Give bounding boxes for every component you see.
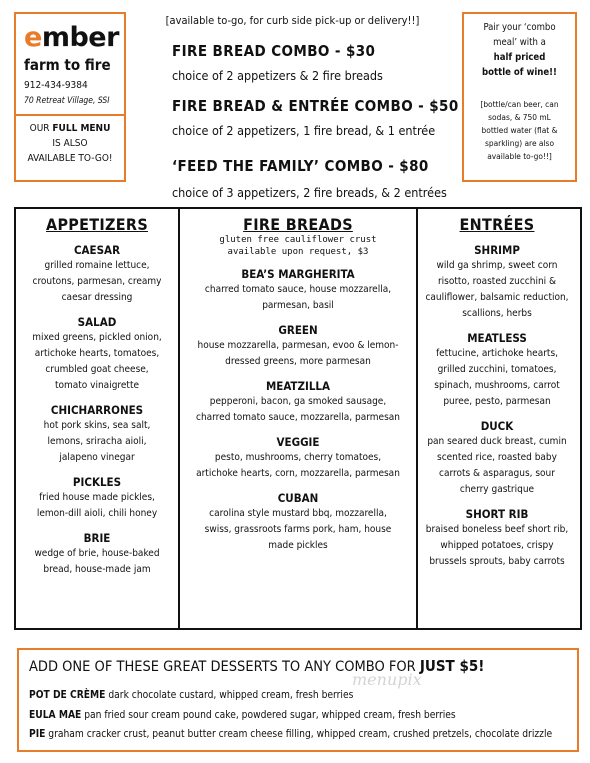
menu-item-desc: whipped potatoes, crispy	[440, 540, 554, 551]
menu-item-desc: puree, pesto, parmesan	[443, 396, 551, 407]
menu-item-desc: jalapeno vinegar	[59, 452, 135, 463]
watermark: menupix	[352, 670, 422, 689]
menu-item-desc: artichoke hearts, tomatoes,	[34, 348, 160, 359]
menu-item-name: BRIE	[83, 531, 111, 545]
menu-item-name: SHRIMP	[474, 243, 520, 257]
menu-item-desc: brussels sprouts, baby carrots	[429, 556, 565, 567]
menu-item	[414, 419, 580, 498]
menu-item-desc: wedge of brie, house-baked	[34, 548, 160, 559]
dessert-item: POT DE CRÈME dark chocolate custard, whipped cream, fresh berries	[29, 690, 354, 701]
menu-item-desc: crumbled goat cheese,	[45, 364, 149, 375]
menu-item	[16, 403, 178, 466]
combo-title: ‘FEED THE FAMILY’ COMBO - $80	[172, 157, 429, 175]
menu-item-desc: dressed greens, more parmesan	[225, 356, 371, 367]
menu-item-name: DUCK	[480, 419, 514, 433]
desserts-box	[17, 648, 579, 752]
menu-item-desc: fettucine, artichoke hearts,	[435, 348, 558, 359]
menu-item-desc: scallions, herbs	[462, 308, 532, 319]
combo-title: FIRE BREAD & ENTRÉE COMBO - $50	[172, 97, 459, 115]
menu-item	[180, 435, 416, 482]
gluten-free-note: gluten free cauliflower crust available upon request, $3	[219, 235, 377, 257]
menu-item-desc: braised boneless beef short rib,	[425, 524, 569, 535]
menu-item-desc: charred tomato sauce, house mozzarella,	[204, 284, 392, 295]
entrees-column	[414, 209, 580, 628]
beverage-note: [bottle/can beer, can sodas, & 750 mL bottled water (flat & sparkling) are also available to-go!!]	[480, 99, 559, 161]
menu-item-name: CAESAR	[73, 243, 121, 257]
menu-item-desc: cherry gastrique	[459, 484, 535, 495]
menu-item-desc: pesto, mushrooms, cherry tomatoes,	[214, 452, 382, 463]
menu-item-desc: pan seared duck breast, cumin	[427, 436, 567, 447]
menu-item-desc: wild ga shrimp, sweet corn	[436, 260, 558, 271]
desserts-heading: ADD ONE OF THESE GREAT DESSERTS TO ANY COMBO FOR JUST $5!	[29, 657, 485, 675]
menu-item	[414, 507, 580, 570]
menu-item-desc: caesar dressing	[61, 292, 133, 303]
appetizers-heading: APPETIZERS	[46, 215, 148, 234]
menu-item-name: SHORT RIB	[465, 507, 529, 521]
entrees-heading: ENTRÉES	[459, 215, 535, 234]
availability-note: [available to-go, for curb side pick-up or delivery!!]	[165, 14, 420, 27]
menu-item-name: CHICHARRONES	[50, 403, 144, 417]
menu-item	[16, 531, 178, 578]
menu-item-desc: grilled romaine lettuce,	[44, 260, 150, 271]
dessert-item: PIE graham cracker crust, peanut butter cream cheese filling, whipped cream, crushed pretzels, chocolate drizzle	[29, 729, 553, 740]
menu-item-desc: grilled zucchini, tomatoes,	[437, 364, 557, 375]
menu-item-name: MEATZILLA	[265, 379, 331, 393]
menu-item-desc: charred tomato sauce, mozzarella, parmesan	[196, 412, 400, 423]
menu-item	[16, 475, 178, 522]
menu-item-desc: parmesan, basil	[262, 300, 334, 311]
menu-item-desc: lemon-dill aioli, chili honey	[36, 508, 158, 519]
menu-item-desc: swiss, grassroots farms pork, ham, house	[204, 524, 392, 535]
menu-item-desc: artichoke hearts, corn, mozzarella, parmesan	[196, 468, 400, 479]
menu-item-desc: bread, house-made jam	[43, 564, 151, 575]
menu-item-desc: risotto, roasted zucchini &	[437, 276, 557, 287]
menu-item-desc: hot pork skins, sea salt,	[43, 420, 151, 431]
phone-number[interactable]: 912-434-9384	[24, 80, 88, 91]
menu-item-desc: pepperoni, bacon, ga smoked sausage,	[209, 396, 387, 407]
menu-item-name: BEA’S MARGHERITA	[241, 267, 355, 281]
menu-item-name: GREEN	[278, 323, 318, 337]
menu-item-desc: fried house made pickles,	[39, 492, 155, 503]
brand-tagline: farm to fire	[24, 56, 111, 74]
wine-offer: Pair your ‘combo meal’ with a half priced bottle of wine!!	[482, 22, 557, 78]
fire-breads-heading: FIRE BREADS	[243, 215, 353, 234]
menu-item-name: MEATLESS	[467, 331, 527, 345]
menu-item-desc: lemons, sriracha aioli,	[47, 436, 147, 447]
menu-item-desc: tomato vinaigrette	[54, 380, 140, 391]
address: 70 Retreat Village, SSI	[24, 96, 110, 106]
menu-item-desc: cauliflower, balsamic reduction,	[425, 292, 569, 303]
menu-item-desc: carolina style mustard bbq, mozzarella,	[209, 508, 387, 519]
divider	[16, 114, 124, 116]
menu-item-desc: made pickles	[268, 540, 328, 551]
combo-desc: choice of 2 appetizers & 2 fire breads	[172, 68, 383, 83]
menu-item	[414, 243, 580, 322]
wine-offer-box	[462, 12, 577, 182]
menu-item-desc: croutons, parmesan, creamy	[32, 276, 162, 287]
menu-item-desc: house mozzarella, parmesan, evoo & lemon-	[197, 340, 399, 351]
menu-item-name: VEGGIE	[276, 435, 320, 449]
menu-item-name: PICKLES	[72, 475, 122, 489]
menu-item	[414, 331, 580, 410]
brand-logo: ember	[24, 22, 119, 53]
menu-item	[180, 323, 416, 370]
combo-title: FIRE BREAD COMBO - $30	[172, 42, 376, 60]
menu-grid	[14, 207, 582, 630]
dessert-item: EULA MAE pan fried sour cream pound cake, powdered sugar, whipped cream, fresh berries	[29, 710, 456, 721]
menu-item	[180, 491, 416, 554]
menu-item	[180, 379, 416, 426]
combo-desc: choice of 2 appetizers, 1 fire bread, & 1 entrée	[172, 123, 436, 138]
menu-item	[16, 315, 178, 394]
menu-item	[180, 267, 416, 314]
menu-item-desc: scented rice, roasted baby	[437, 452, 557, 463]
menu-item-desc: carrots & asparagus, sour	[439, 468, 555, 479]
appetizers-column	[16, 209, 178, 628]
fire-breads-column	[178, 209, 418, 628]
full-menu-note: OUR FULL MENU IS ALSO AVAILABLE TO-GO!	[27, 123, 113, 164]
logo-box	[14, 12, 126, 182]
menu-item-desc: spinach, mushrooms, carrot	[434, 380, 560, 391]
menu-item-name: CUBAN	[277, 491, 319, 505]
menu-item-desc: mixed greens, pickled onion,	[32, 332, 162, 343]
menu-item-name: SALAD	[77, 315, 117, 329]
menu-item	[16, 243, 178, 306]
combo-desc: choice of 3 appetizers, 2 fire breads, & 2 entrées	[172, 185, 447, 200]
